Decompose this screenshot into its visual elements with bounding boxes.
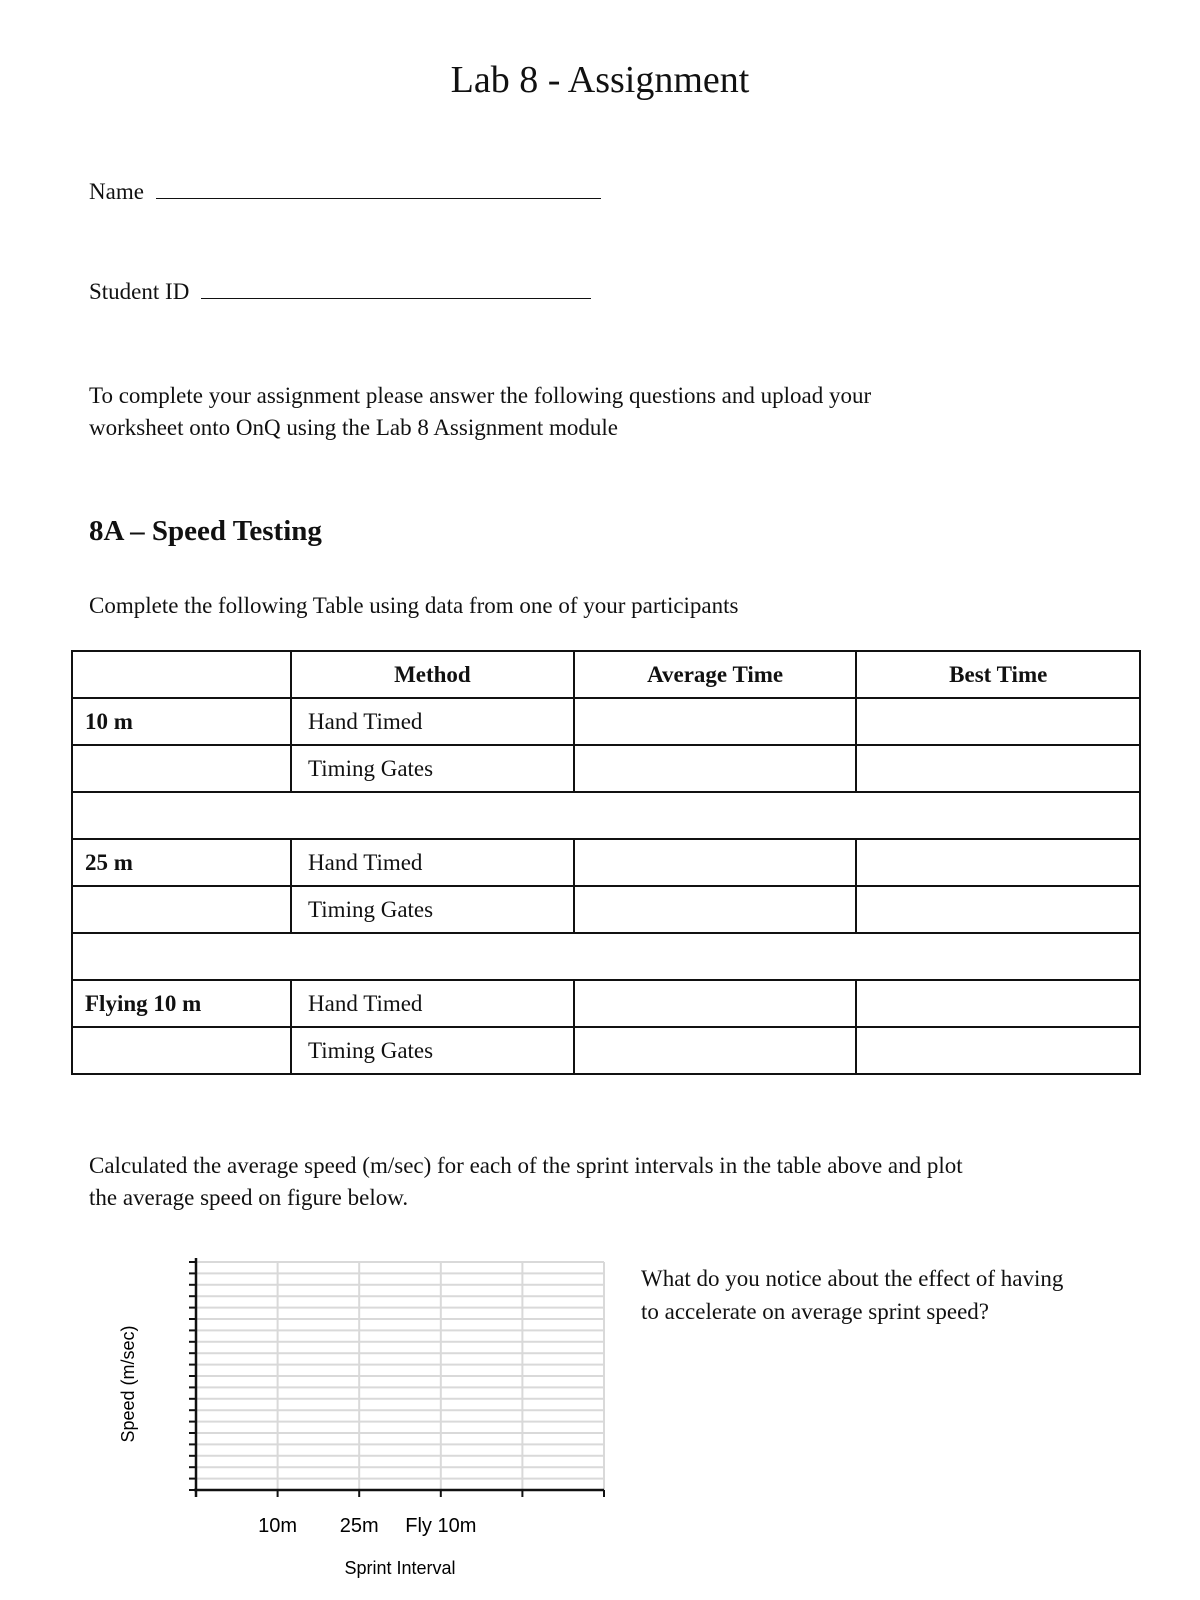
method-cell: Hand Timed: [291, 980, 574, 1027]
method-cell: Hand Timed: [291, 698, 574, 745]
name-label: Name: [89, 179, 144, 204]
section-intro: Complete the following Table using data from one of your participants: [89, 593, 739, 618]
plot-instructions-line-1: Calculated the average speed (m/sec) for each of the sprint intervals in the table above and plot: [89, 1153, 963, 1178]
method-cell: Timing Gates: [291, 1027, 574, 1074]
chart-labels: [118, 1325, 476, 1578]
section-heading: 8A – Speed Testing: [89, 515, 322, 547]
chart-grid: [196, 1262, 604, 1490]
x-tick-label: Fly 10m: [405, 1515, 477, 1537]
method-cell: Hand Timed: [291, 839, 574, 886]
instructions-line-1: To complete your assignment please answer the following questions and upload your: [89, 383, 872, 408]
interval-label: 10 m: [72, 698, 291, 745]
student-id-label: Student ID: [89, 279, 190, 304]
question-line-2: to accelerate on average sprint speed?: [641, 1299, 989, 1324]
x-tick-label: 25m: [339, 1515, 379, 1537]
x-axis-title: Sprint Interval: [344, 1558, 456, 1578]
y-axis-title: Speed (m/sec): [118, 1325, 138, 1443]
chart-axes: [189, 1258, 604, 1497]
x-tick-label: 10m: [258, 1515, 298, 1537]
plot-instructions-line-2: the average speed on figure below.: [89, 1185, 409, 1210]
header-cell-method: Method: [291, 651, 574, 698]
method-cell: Timing Gates: [291, 745, 574, 792]
page-title: Lab 8 - Assignment: [450, 59, 750, 101]
header-cell-best-time: Best Time: [856, 651, 1140, 698]
question-text: [641, 1262, 1161, 1328]
method-cell: Timing Gates: [291, 886, 574, 933]
interval-label: 25 m: [72, 839, 291, 886]
interval-label: Flying 10 m: [72, 980, 291, 1027]
instructions-line-2: worksheet onto OnQ using the Lab 8 Assignment module: [89, 415, 618, 440]
question-line-1: What do you notice about the effect of having: [641, 1266, 1064, 1291]
header-cell-average-time: Average Time: [574, 651, 857, 698]
